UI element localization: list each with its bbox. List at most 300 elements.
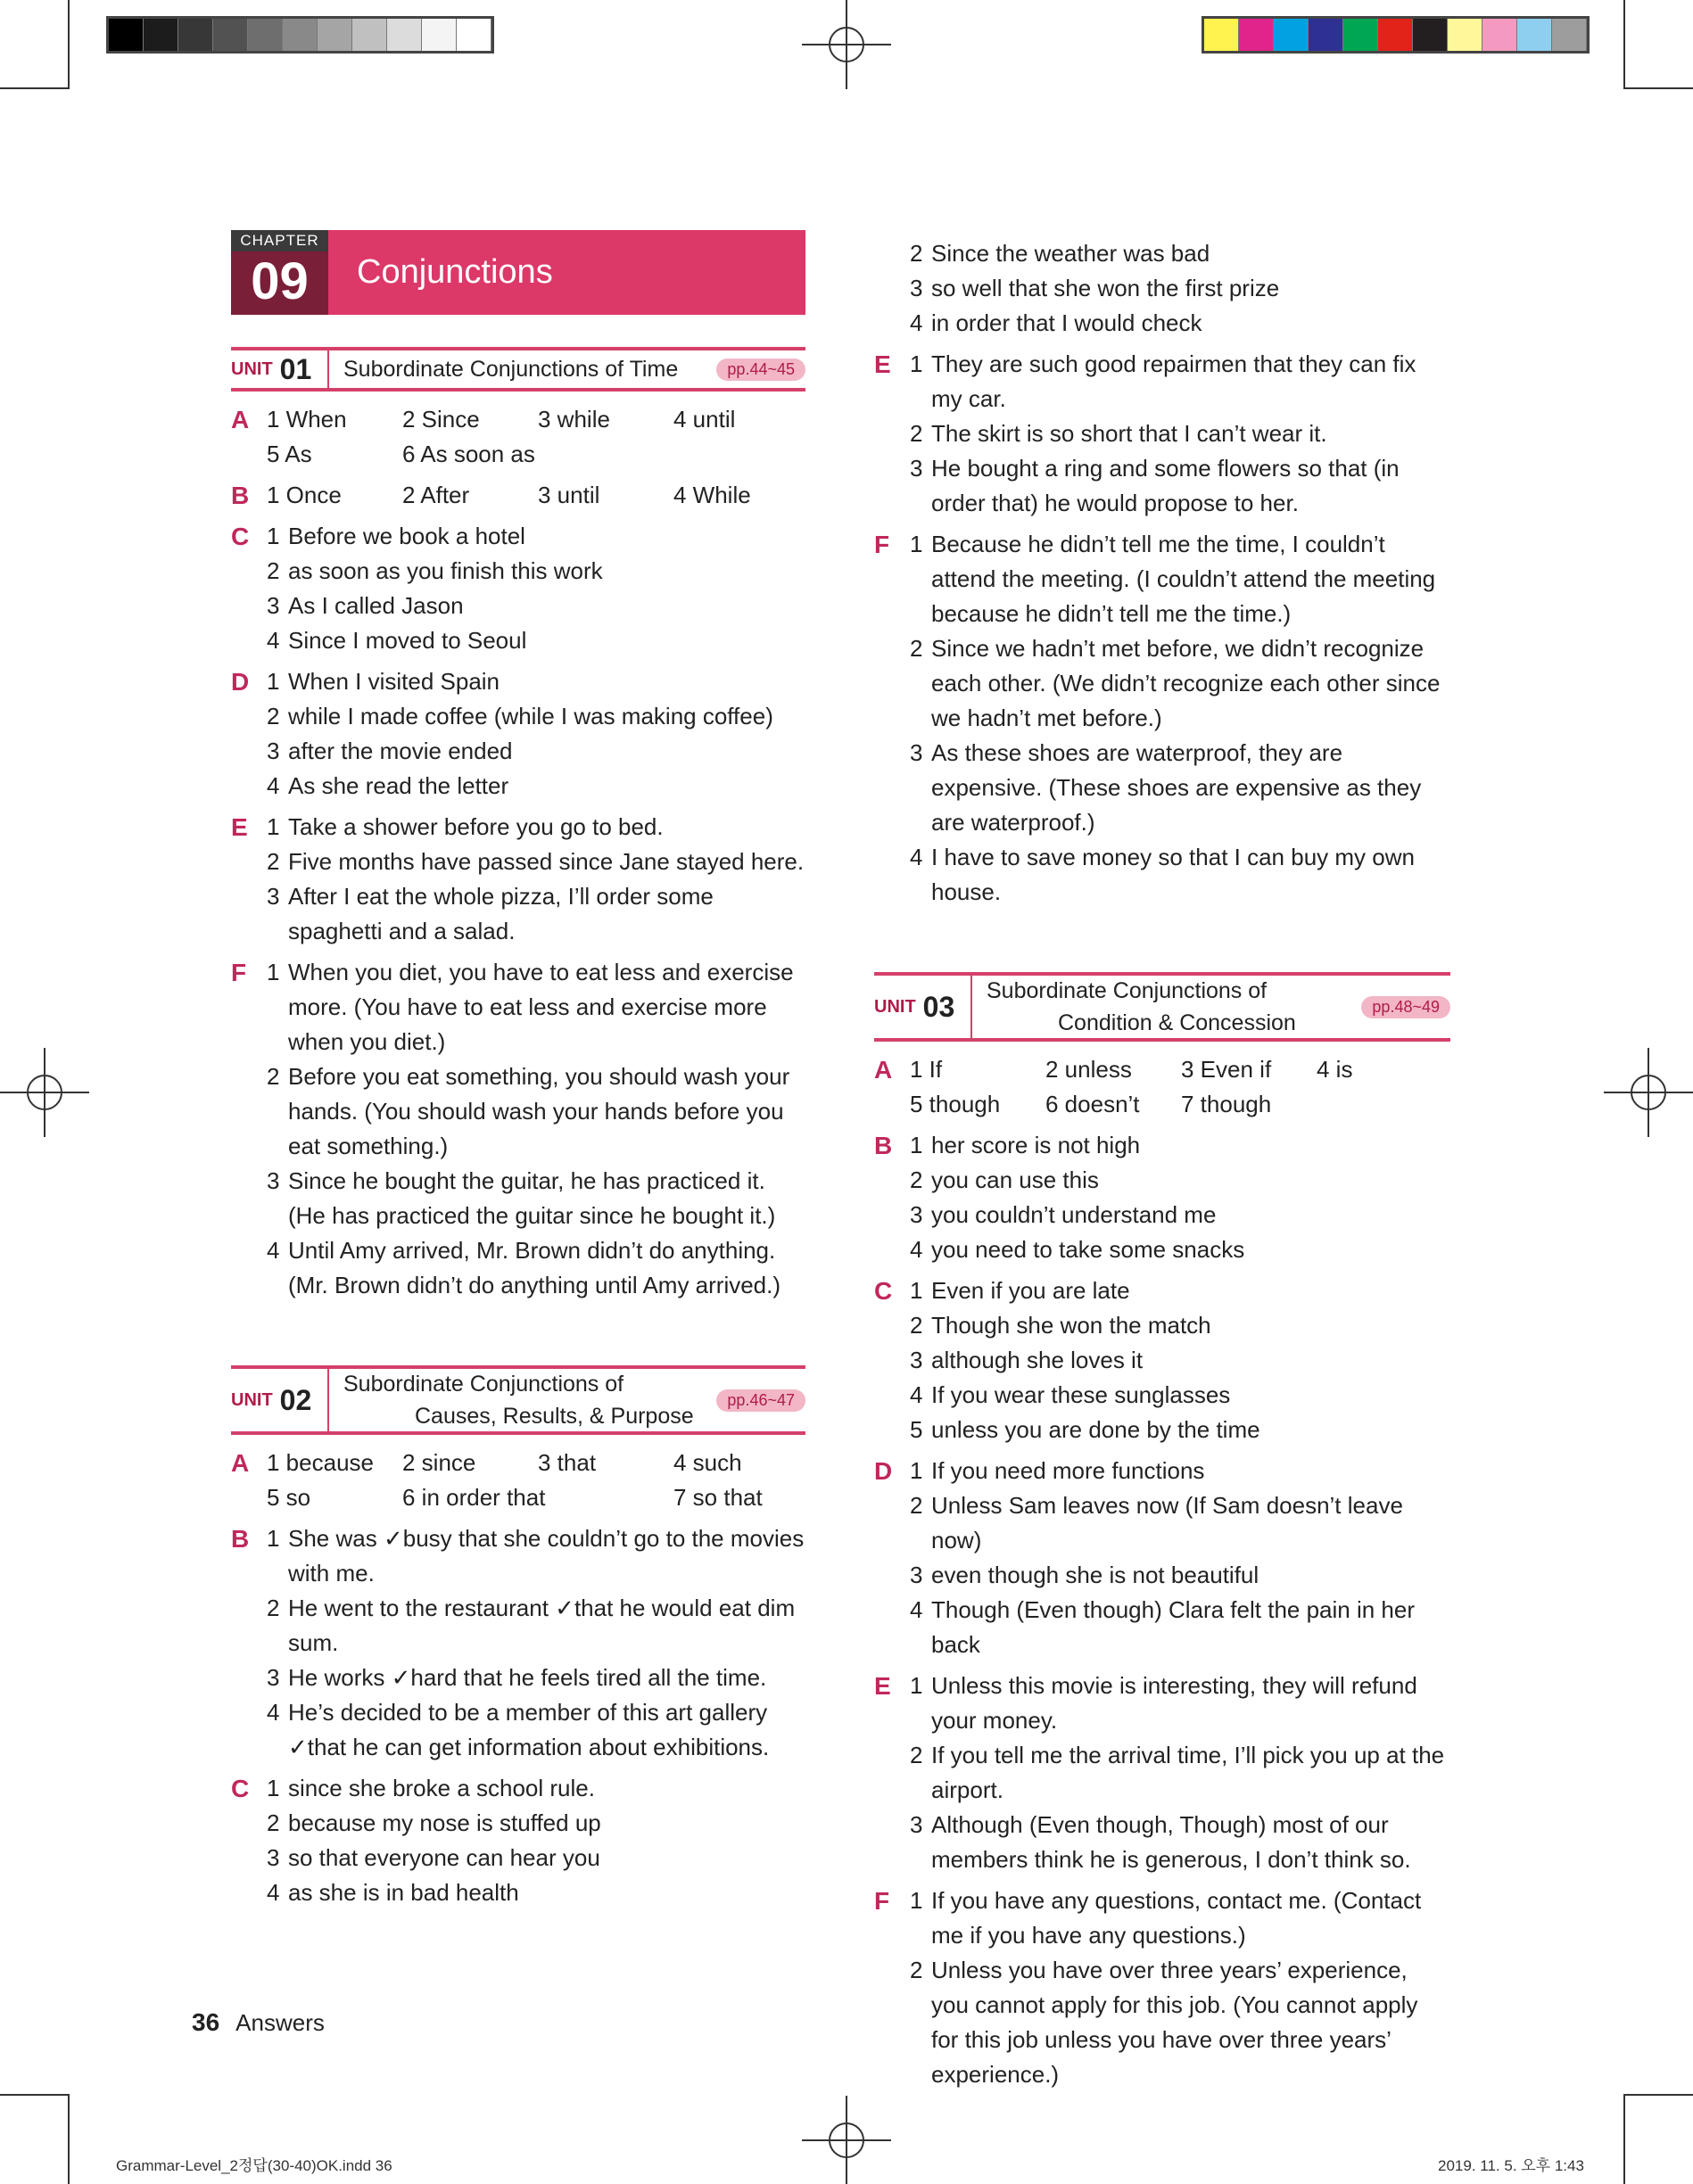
chapter-label: CHAPTER xyxy=(231,230,328,251)
slug-date: 2019. 11. 5. 오후 1:43 xyxy=(1438,2157,1584,2174)
item-number: 3 xyxy=(267,738,280,764)
section-letter: C xyxy=(231,1775,250,1802)
page-reference-badge: pp.44~45 xyxy=(716,359,805,381)
section-body xyxy=(910,236,1450,341)
item-number: 2 xyxy=(267,1809,280,1836)
item-number: 4 xyxy=(910,1381,923,1408)
item-text: unless you are done by the time xyxy=(931,1416,1260,1443)
item-number: 2 xyxy=(910,1312,923,1339)
color-swatch xyxy=(1517,19,1552,51)
answer-cell: 5 so xyxy=(267,1484,311,1511)
section-letter: F xyxy=(874,1887,890,1915)
answer-item xyxy=(910,1128,1450,1163)
answer-item xyxy=(910,236,1450,271)
answer-grid xyxy=(267,478,807,513)
unit-header xyxy=(231,1365,805,1435)
answer-cell: 3 Even if xyxy=(1181,1056,1272,1083)
color-swatch xyxy=(1274,19,1309,51)
answer-item xyxy=(910,1308,1450,1343)
item-number: 2 xyxy=(910,420,923,447)
item-number: 3 xyxy=(910,455,923,482)
answer-item xyxy=(910,1454,1450,1488)
answer-item xyxy=(267,1841,805,1875)
answer-item xyxy=(267,955,805,1059)
section-letter: D xyxy=(231,668,250,696)
section-letter xyxy=(874,236,910,341)
item-text: as she is in bad health xyxy=(288,1879,519,1906)
answer-cell: 2 since xyxy=(402,1449,476,1476)
section-letter: D xyxy=(874,1457,893,1485)
item-text: Unless Sam leaves now (If Sam doesn’t leave now) xyxy=(931,1492,1403,1554)
item-text: you need to take some snacks xyxy=(931,1236,1245,1263)
item-text: Unless you have over three years’ experience, you cannot apply for this job. (You cannot apply for this job unless you have over three years’ experience.) xyxy=(931,1957,1418,2088)
answer-cell: 2 Since xyxy=(402,406,480,433)
answer-section-f xyxy=(874,527,1450,910)
item-text: you couldn’t understand me xyxy=(931,1201,1217,1228)
unit-number: 03 xyxy=(922,990,955,1023)
unit-label-text: UNIT xyxy=(231,1389,273,1410)
answer-cell: 1 Once xyxy=(267,482,342,508)
answer-item xyxy=(910,1488,1450,1558)
item-number: 2 xyxy=(267,703,280,729)
answer-cell xyxy=(538,437,673,472)
item-number: 3 xyxy=(267,1664,280,1691)
item-number: 1 xyxy=(267,1525,280,1552)
answer-section-d xyxy=(874,1454,1450,1662)
answer-cell: 3 that xyxy=(538,1449,597,1476)
chapter-number: 09 xyxy=(251,252,309,310)
item-number: 2 xyxy=(910,635,923,662)
answer-cell: 5 though xyxy=(910,1091,1001,1117)
item-number: 4 xyxy=(910,1596,923,1623)
answer-section-a xyxy=(231,402,805,472)
crop-mark xyxy=(0,87,70,89)
item-number: 3 xyxy=(910,275,923,301)
section-letter: A xyxy=(874,1056,893,1084)
item-number: 1 xyxy=(910,1887,923,1914)
color-swatch xyxy=(318,19,352,51)
answer-item xyxy=(910,271,1450,306)
answer-item xyxy=(267,1591,805,1661)
item-text: Although (Even though, Though) most of our members think he is generous, I don’t think so. xyxy=(931,1811,1411,1873)
item-number: 1 xyxy=(267,668,280,695)
color-swatch xyxy=(1448,19,1482,51)
item-number: 1 xyxy=(267,1775,280,1801)
item-text: while I made coffee (while I was making coffee) xyxy=(288,703,773,729)
answer-cell: 1 When xyxy=(267,406,347,433)
answer-cell: 4 is xyxy=(1317,1056,1353,1083)
answer-section-e xyxy=(874,1669,1450,1877)
crop-mark xyxy=(0,2094,70,2096)
item-text: He bought a ring and some flowers so that (in order that) he would propose to her. xyxy=(931,455,1400,516)
section-letter: B xyxy=(874,1132,893,1159)
answer-cell: 3 while xyxy=(538,406,610,433)
unit-title xyxy=(972,975,1361,1039)
item-number: 3 xyxy=(910,1811,923,1838)
section-body xyxy=(910,1883,1450,2092)
unit-header xyxy=(874,972,1450,1042)
answer-grid xyxy=(267,1446,807,1515)
section-letter: A xyxy=(231,1449,250,1477)
section-letter: F xyxy=(231,959,247,986)
crop-mark xyxy=(1623,2094,1625,2184)
page-footer xyxy=(192,2008,325,2037)
item-text: Since the weather was bad xyxy=(931,240,1210,267)
item-number: 4 xyxy=(910,844,923,870)
answer-item xyxy=(910,1808,1450,1877)
page-reference-badge: pp.48~49 xyxy=(1361,996,1450,1018)
section-body xyxy=(267,1771,805,1910)
unit-title-line1: Subordinate Conjunctions of Time xyxy=(343,357,679,382)
answer-item xyxy=(267,589,805,623)
answer-item xyxy=(910,631,1450,736)
section-letter: A xyxy=(231,406,250,433)
item-number: 3 xyxy=(910,1201,923,1228)
answer-item xyxy=(267,734,805,769)
color-swatch xyxy=(248,19,283,51)
item-text: after the movie ended xyxy=(288,738,513,764)
item-number: 4 xyxy=(267,1237,280,1264)
item-text: He went to the restaurant ✓that he would eat dim sum. xyxy=(288,1595,796,1656)
section-letter: C xyxy=(874,1277,893,1305)
item-text: Though she won the match xyxy=(931,1312,1211,1339)
item-number: 4 xyxy=(910,309,923,336)
item-number: 1 xyxy=(267,813,280,840)
item-text: Before you eat something, you should wash your hands. (You should wash your hands before you eat something.) xyxy=(288,1063,790,1159)
item-text: even though she is not beautiful xyxy=(931,1562,1259,1588)
item-text: Since I moved to Seoul xyxy=(288,627,527,654)
answer-item xyxy=(267,664,805,699)
unit-label xyxy=(231,1369,329,1431)
item-number: 2 xyxy=(267,1063,280,1090)
crop-mark xyxy=(68,2094,70,2184)
section-body xyxy=(267,1521,805,1765)
item-text: He works ✓hard that he feels tired all the time. xyxy=(288,1664,767,1691)
section-body xyxy=(267,519,805,658)
item-text: Before we book a hotel xyxy=(288,523,525,549)
color-swatch xyxy=(213,19,248,51)
section-body xyxy=(910,347,1450,521)
item-number: 4 xyxy=(267,772,280,799)
item-number: 1 xyxy=(910,1672,923,1699)
answer-cell: 2 After xyxy=(402,482,470,508)
answer-cell: 3 until xyxy=(538,482,600,508)
answer-cell xyxy=(538,1480,673,1515)
answer-cell xyxy=(673,437,807,472)
left-column xyxy=(231,230,805,1910)
color-swatch xyxy=(387,19,422,51)
color-swatch xyxy=(144,19,178,51)
answer-item xyxy=(267,699,805,734)
item-text: As I called Jason xyxy=(288,592,464,619)
item-number: 2 xyxy=(267,557,280,584)
item-text: Since he bought the guitar, he has practiced it. (He has practiced the guitar since he bought it.) xyxy=(288,1167,776,1229)
answer-item xyxy=(910,1273,1450,1308)
answer-item xyxy=(910,840,1450,910)
color-swatch xyxy=(178,19,213,51)
answer-cell: 7 though xyxy=(1181,1091,1272,1117)
answer-item xyxy=(910,1413,1450,1447)
section-letter: E xyxy=(874,350,891,378)
answer-cell: 2 unless xyxy=(1045,1056,1132,1083)
answer-item xyxy=(910,1198,1450,1232)
answer-section-b xyxy=(231,1521,805,1765)
answer-section-b xyxy=(874,1128,1450,1267)
item-text: so that everyone can hear you xyxy=(288,1844,600,1871)
answer-item xyxy=(910,1232,1450,1267)
section-body xyxy=(910,1128,1450,1267)
answer-item xyxy=(267,879,805,949)
item-number: 2 xyxy=(910,1492,923,1519)
item-text: If you need more functions xyxy=(931,1457,1205,1484)
color-swatch xyxy=(1552,19,1587,51)
section-letter: B xyxy=(231,482,250,509)
section-body xyxy=(267,402,807,472)
answer-item xyxy=(267,1661,805,1695)
section-letter: E xyxy=(874,1672,891,1700)
answer-item xyxy=(910,306,1450,341)
color-swatch xyxy=(1413,19,1448,51)
answer-cell: 6 doesn’t xyxy=(1045,1091,1140,1117)
item-text: you can use this xyxy=(931,1166,1099,1193)
item-number: 4 xyxy=(267,1699,280,1726)
answer-cell: 4 until xyxy=(673,406,736,433)
unit-title-line1: Subordinate Conjunctions of xyxy=(343,1372,624,1397)
answer-section-a xyxy=(231,1446,805,1515)
item-text: I have to save money so that I can buy my own house. xyxy=(931,844,1415,905)
item-number: 1 xyxy=(267,523,280,549)
item-text: The skirt is so short that I can’t wear it. xyxy=(931,420,1327,447)
section-letter: B xyxy=(231,1525,250,1553)
answer-section-e xyxy=(874,347,1450,521)
section-body xyxy=(267,478,807,513)
answer-item xyxy=(267,519,805,554)
page-reference-badge: pp.46~47 xyxy=(716,1389,805,1412)
answer-item xyxy=(267,810,805,845)
section-body xyxy=(910,1454,1450,1662)
item-number: 1 xyxy=(267,959,280,985)
answer-item xyxy=(267,1695,805,1765)
item-text: Until Amy arrived, Mr. Brown didn’t do anything. (Mr. Brown didn’t do anything until Amy arrived.) xyxy=(288,1237,781,1298)
section-body xyxy=(910,1052,1450,1122)
answer-item xyxy=(910,1953,1450,2092)
item-number: 3 xyxy=(910,739,923,766)
item-number: 3 xyxy=(267,1167,280,1194)
item-text: although she loves it xyxy=(931,1347,1144,1373)
answer-item xyxy=(267,1233,805,1303)
answer-cell: 4 While xyxy=(673,482,751,508)
answer-item xyxy=(267,1164,805,1233)
unit-header xyxy=(231,347,805,391)
chapter-badge xyxy=(231,230,328,315)
answer-item xyxy=(910,1378,1450,1413)
item-number: 3 xyxy=(267,592,280,619)
answer-item xyxy=(910,1163,1450,1198)
item-number: 3 xyxy=(267,1844,280,1871)
section-body xyxy=(910,1669,1450,1877)
crop-mark xyxy=(1623,2094,1693,2096)
chapter-title: Conjunctions xyxy=(328,230,805,315)
answer-section-d xyxy=(231,664,805,804)
answer-item xyxy=(910,1593,1450,1662)
answer-cell: 6 As soon as xyxy=(402,441,535,467)
item-text: Because he didn’t tell me the time, I couldn’t attend the meeting. (I couldn’t attend the meeting because he didn’t tell me the time.) xyxy=(931,531,1436,627)
answer-item xyxy=(910,1669,1450,1738)
unit-number: 01 xyxy=(279,352,312,385)
item-number: 4 xyxy=(267,1879,280,1906)
registration-mark-right xyxy=(1604,1048,1693,1137)
item-text: her score is not high xyxy=(931,1132,1141,1158)
section-body xyxy=(267,810,805,949)
answer-cell: 1 If xyxy=(910,1056,943,1083)
crop-mark xyxy=(1623,87,1693,89)
answer-item xyxy=(267,1806,805,1841)
color-swatch xyxy=(457,19,491,51)
answer-cell: 5 As xyxy=(267,441,312,467)
answer-cell: 4 such xyxy=(673,1449,742,1476)
item-number: 2 xyxy=(910,240,923,267)
item-text: As these shoes are waterproof, they are expensive. (These shoes are expensive as they are waterproof.) xyxy=(931,739,1422,836)
item-number: 1 xyxy=(910,1457,923,1484)
item-number: 1 xyxy=(910,1277,923,1304)
item-text: Unless this movie is interesting, they will refund your money. xyxy=(931,1672,1417,1734)
item-number: 2 xyxy=(910,1166,923,1193)
registration-mark-left xyxy=(0,1048,89,1137)
answer-item xyxy=(910,1883,1450,1953)
item-text: in order that I would check xyxy=(931,309,1202,336)
answer-section-b xyxy=(231,478,805,513)
color-swatch xyxy=(1309,19,1343,51)
gray-swatch-bar xyxy=(106,16,494,54)
answer-item xyxy=(267,1059,805,1164)
item-number: 1 xyxy=(910,1132,923,1158)
slug-file-name: Grammar-Level_2정답(30-40)OK.indd 36 xyxy=(116,2157,392,2174)
item-text: As she read the letter xyxy=(288,772,509,799)
item-text: because my nose is stuffed up xyxy=(288,1809,601,1836)
crop-mark xyxy=(68,0,70,87)
color-swatch xyxy=(283,19,318,51)
unit-title xyxy=(329,353,716,385)
answer-item xyxy=(910,736,1450,840)
unit-label-text: UNIT xyxy=(231,359,273,379)
section-body xyxy=(267,955,805,1303)
item-number: 5 xyxy=(910,1416,923,1443)
unit-label xyxy=(231,350,329,388)
item-text: Since we hadn’t met before, we didn’t recognize each other. (We didn’t recognize each other since we hadn’t met before.) xyxy=(931,635,1441,731)
section-body xyxy=(910,527,1450,910)
color-swatch xyxy=(1204,19,1239,51)
answer-item xyxy=(910,1738,1450,1808)
answer-item xyxy=(267,623,805,658)
answer-section-d xyxy=(874,236,1450,341)
answer-grid xyxy=(267,402,807,472)
answer-cell xyxy=(1317,1087,1450,1122)
unit-label xyxy=(874,976,972,1038)
answer-item xyxy=(267,769,805,804)
item-text: If you wear these sunglasses xyxy=(931,1381,1231,1408)
answer-item xyxy=(267,1875,805,1910)
unit-number: 02 xyxy=(279,1383,312,1416)
unit-title-line1: Subordinate Conjunctions of xyxy=(987,978,1268,1003)
answer-grid xyxy=(910,1052,1450,1122)
item-text: When you diet, you have to eat less and exercise more. (You have to eat less and exercise more when you diet.) xyxy=(288,959,794,1055)
color-swatch xyxy=(422,19,457,51)
answer-item xyxy=(910,451,1450,521)
item-text: She was ✓busy that she couldn’t go to the movies with me. xyxy=(288,1525,805,1586)
answer-cell: 7 so that xyxy=(673,1484,763,1511)
section-body xyxy=(910,1273,1450,1447)
answer-cell: 1 because xyxy=(267,1449,374,1476)
color-swatch xyxy=(1343,19,1378,51)
item-text: since she broke a school rule. xyxy=(288,1775,595,1801)
item-number: 4 xyxy=(910,1236,923,1263)
item-number: 2 xyxy=(910,1957,923,1983)
answer-cell: 6 in order that xyxy=(402,1484,546,1511)
answer-item xyxy=(267,1771,805,1806)
answer-section-a xyxy=(874,1052,1450,1122)
answer-item xyxy=(910,1343,1450,1378)
unit-title-line2: Condition & Concession xyxy=(1058,1010,1296,1035)
section-letter: E xyxy=(231,813,248,841)
item-text: If you tell me the arrival time, I’ll pick you up at the airport. xyxy=(931,1742,1445,1803)
unit-label-text: UNIT xyxy=(874,996,916,1017)
section-body xyxy=(267,1446,807,1515)
answer-section-c xyxy=(874,1273,1450,1447)
item-number: 4 xyxy=(267,627,280,654)
color-swatch xyxy=(352,19,387,51)
item-text: He’s decided to be a member of this art gallery ✓that he can get information about exhibitions. xyxy=(288,1699,770,1760)
item-number: 2 xyxy=(267,1595,280,1621)
item-text: Even if you are late xyxy=(931,1277,1130,1304)
color-swatch xyxy=(1378,19,1413,51)
item-text: so well that she won the first prize xyxy=(931,275,1280,301)
answer-item xyxy=(910,527,1450,631)
answer-item xyxy=(910,347,1450,416)
answer-section-e xyxy=(231,810,805,949)
registration-mark-bottom xyxy=(802,2096,891,2184)
right-column xyxy=(874,230,1450,2092)
color-swatch xyxy=(1239,19,1274,51)
item-text: After I eat the whole pizza, I’ll order some spaghetti and a salad. xyxy=(288,883,714,944)
answer-item xyxy=(910,1558,1450,1593)
item-number: 3 xyxy=(910,1347,923,1373)
answer-section-f xyxy=(874,1883,1450,2092)
item-text: Take a shower before you go to bed. xyxy=(288,813,664,840)
footer-label: Answers xyxy=(235,2009,325,2036)
item-number: 1 xyxy=(910,531,923,557)
unit-title xyxy=(329,1368,716,1432)
item-text: Though (Even though) Clara felt the pain in her back xyxy=(931,1596,1416,1658)
unit-title-line2: Causes, Results, & Purpose xyxy=(415,1404,694,1429)
answer-section-c xyxy=(231,519,805,658)
color-swatch-bar xyxy=(1202,16,1590,54)
item-text: as soon as you finish this work xyxy=(288,557,603,584)
item-number: 1 xyxy=(910,350,923,377)
section-letter: C xyxy=(231,523,250,550)
answer-section-c xyxy=(231,1771,805,1910)
item-text: They are such good repairmen that they can fix my car. xyxy=(931,350,1416,412)
answer-item xyxy=(267,845,805,879)
item-number: 3 xyxy=(910,1562,923,1588)
answer-section-f xyxy=(231,955,805,1303)
answer-item xyxy=(910,416,1450,451)
crop-mark xyxy=(1623,0,1625,87)
item-number: 2 xyxy=(910,1742,923,1768)
answer-item xyxy=(267,554,805,589)
chapter-header xyxy=(231,230,805,315)
section-letter: F xyxy=(874,531,890,558)
answer-item xyxy=(267,1521,805,1591)
